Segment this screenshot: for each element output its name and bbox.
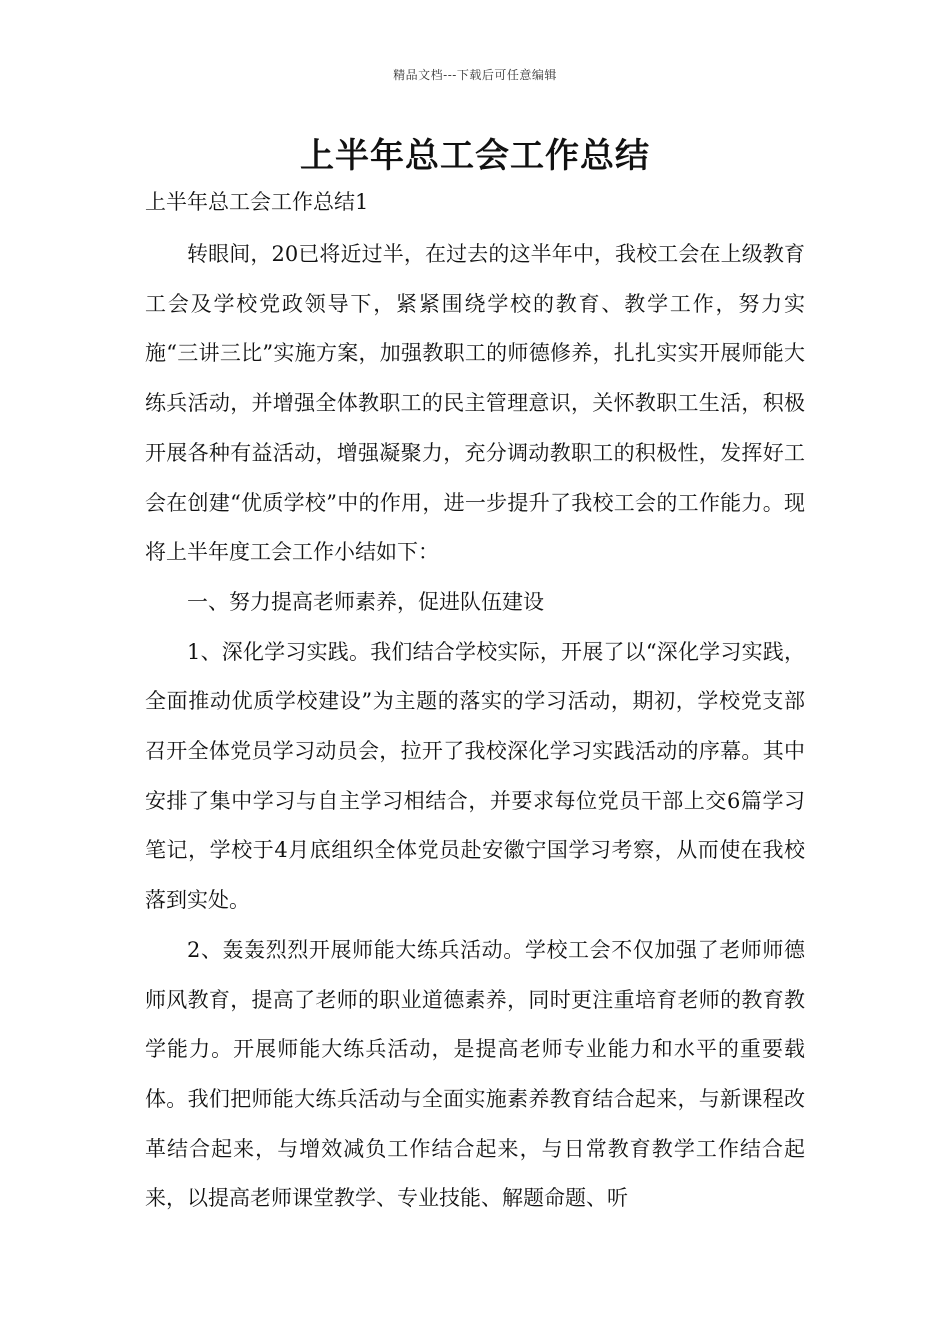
header-note: 精品文档---下载后可任意编辑: [393, 68, 557, 82]
paragraph-item-1: 1、深化学习实践。我们结合学校实际，开展了以“深化学习实践，全面推动优质学校建设”为主题的落实的学习活动，期初，学校党支部召开全体党员学习动员会，拉开了我校深化学习实践活动的序幕。其中安排了集中学习与自主学习相结合，并要求每位党员干部上交6篇学习笔记，学校于4月底组织全体党员赴安徽宁国学习考察，从而使在我校落到实处。: [145, 639, 805, 913]
document-subtitle: 上半年总工会工作总结1: [145, 190, 369, 214]
document-body: [145, 230, 805, 1224]
section-heading-1: 一、努力提高老师素养，促进队伍建设: [187, 589, 544, 614]
page-title: 上半年总工会工作总结: [300, 136, 650, 176]
paragraph-item-2: 2、轰轰烈烈开展师能大练兵活动。学校工会不仅加强了老师师德师风教育，提高了老师的职业道德素养，同时更注重培育老师的教育教学能力。开展师能大练兵活动，是提高老师专业能力和水平的重要载体。我们把师能大练兵活动与全面实施素养教育结合起来，与新课程改革结合起来，与增效减负工作结合起来，与日常教育教学工作结合起来，以提高老师课堂教学、专业技能、解题命题、听: [145, 937, 805, 1211]
paragraph-intro: 转眼间，20已将近过半，在过去的这半年中，我校工会在上级教育工会及学校党政领导下，紧紧围绕学校的教育、教学工作，努力实施“三讲三比”实施方案，加强教职工的师德修养，扎扎实实开展师能大练兵活动，并增强全体教职工的民主管理意识，关怀教职工生活，积极开展各种有益活动，增强凝聚力，充分调动教职工的积极性，发挥好工会在创建“优质学校”中的作用，进一步提升了我校工会的工作能力。现将上半年度工会工作小结如下：: [145, 242, 805, 565]
